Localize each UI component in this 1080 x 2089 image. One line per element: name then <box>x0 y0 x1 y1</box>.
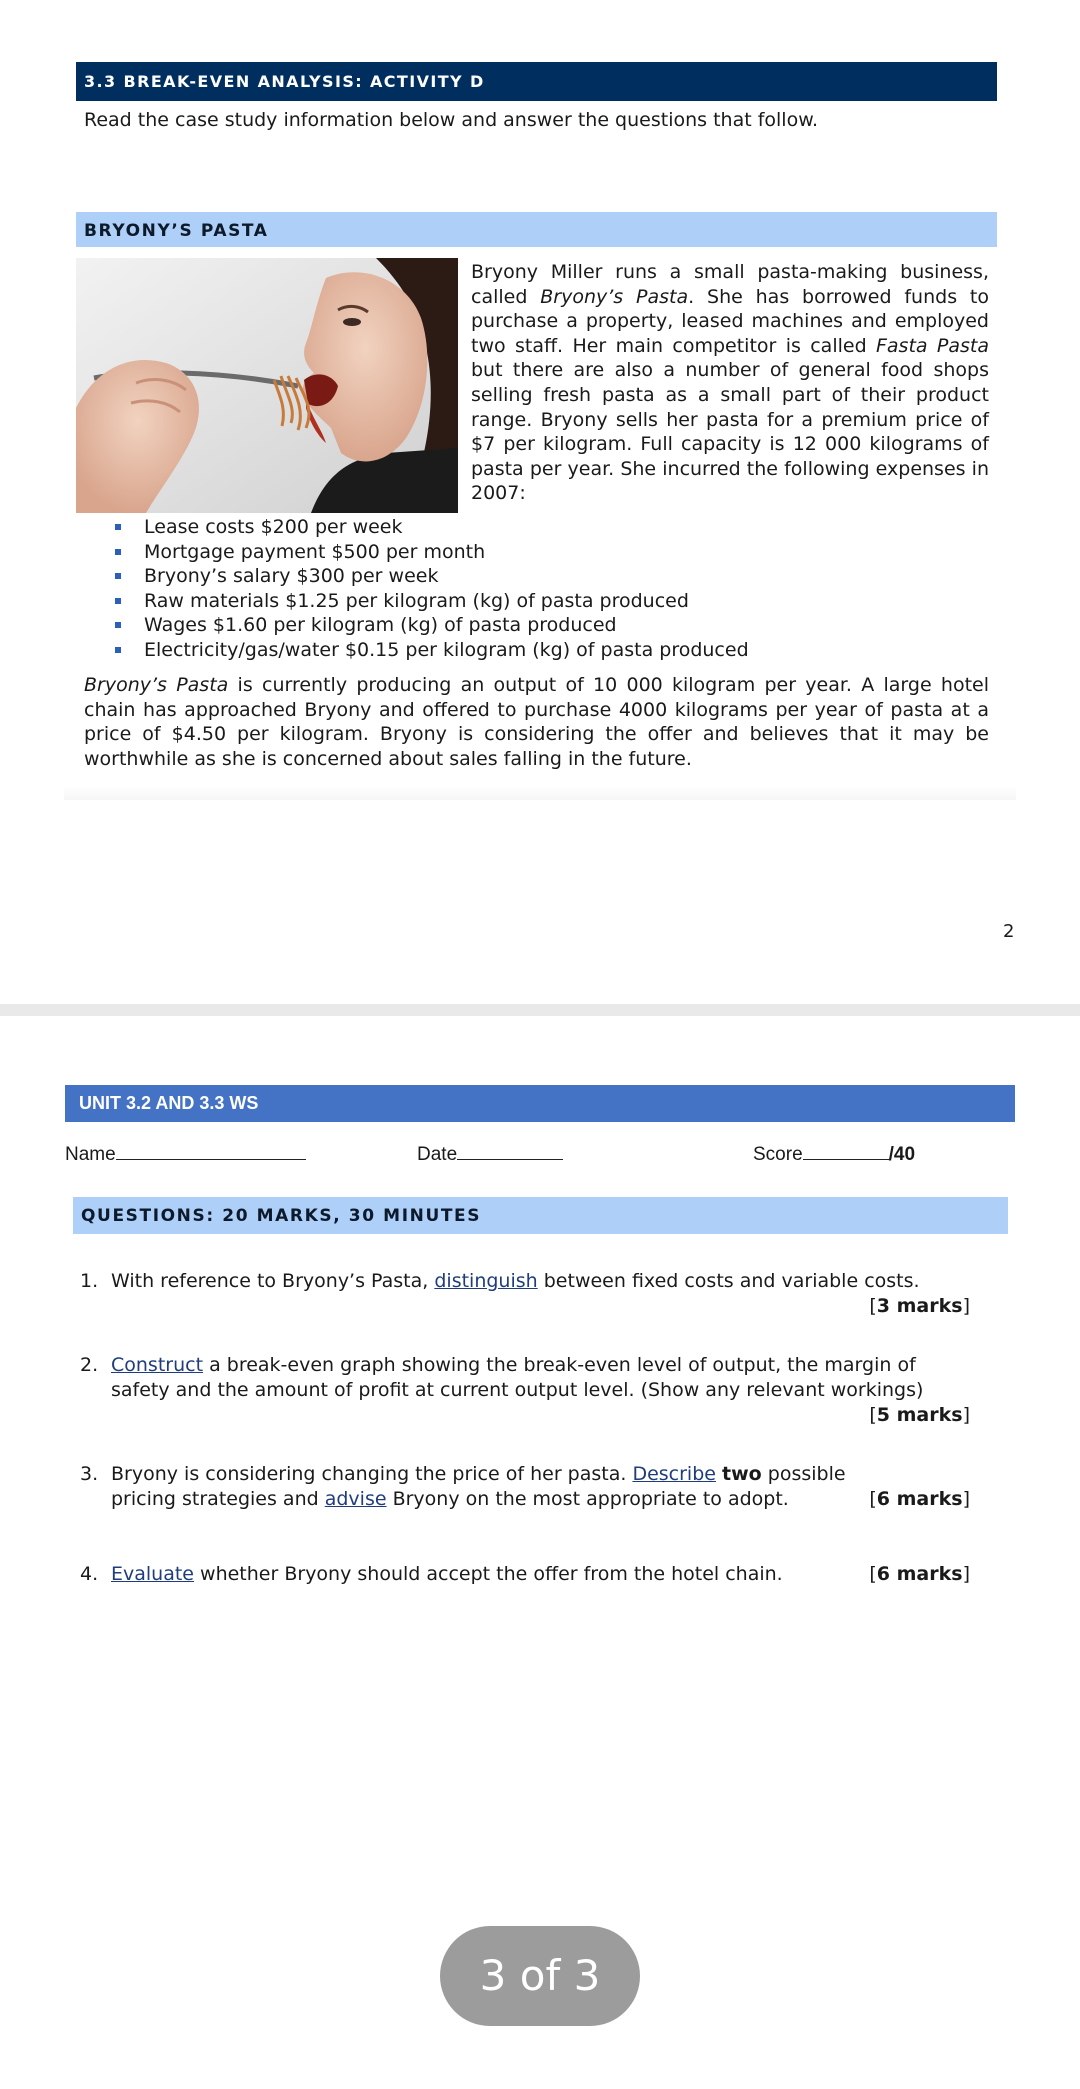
question-3 <box>80 1462 970 1514</box>
date-label: Date <box>417 1144 458 1165</box>
marks-label: [5 marks] <box>869 1404 970 1426</box>
page-shadow <box>64 786 1016 800</box>
question-number: 4. <box>80 1563 99 1585</box>
marks-value: 6 marks <box>876 1563 963 1585</box>
name-field[interactable] <box>65 1144 306 1166</box>
marks-label: [6 marks] <box>869 1488 970 1510</box>
list-item <box>112 564 749 589</box>
bullet-icon <box>115 549 121 555</box>
business-name: Bryony’s Pasta <box>84 674 229 696</box>
questions-header: QUESTIONS: 20 MARKS, 30 MINUTES <box>73 1197 1008 1234</box>
offer-text: is currently producing an output of 10 000 kilogram per year. A large hotel chain has approached Bryony and offered to purchase 4000 kilograms per year of pasta at a price of $4.50 per kilogram. Bryony is considering the offer and believes that it may be worthwhile as she is concerned about sales falling in the future. <box>84 674 989 770</box>
date-field[interactable] <box>417 1144 563 1166</box>
expense-text: Mortgage payment $500 per month <box>144 540 486 563</box>
emphasis-text: two <box>722 1463 762 1485</box>
bullet-icon <box>115 598 121 604</box>
question-text: a break-even graph showing the break-even level of output, the margin of safety and the amount of profit at current output level. (Show any relevant workings) <box>111 1354 924 1401</box>
score-line[interactable] <box>803 1144 889 1160</box>
marks-value: 6 marks <box>876 1488 963 1510</box>
case-study-paragraph <box>471 260 989 506</box>
marks-value: 5 marks <box>876 1404 963 1426</box>
marks-label: [3 marks] <box>869 1295 970 1317</box>
command-term-link[interactable]: distinguish <box>434 1270 538 1292</box>
question-4 <box>80 1562 970 1588</box>
business-name: Bryony’s Pasta <box>540 285 689 308</box>
command-term-link[interactable]: Construct <box>111 1354 204 1376</box>
question-text: whether Bryony should accept the offer from the hotel chain. <box>194 1563 783 1585</box>
expense-text: Wages $1.60 per kilogram (kg) of pasta produced <box>144 614 617 637</box>
command-term-link[interactable]: Describe <box>632 1463 716 1485</box>
question-text: With reference to Bryony’s Pasta, <box>111 1270 435 1292</box>
case-study-title: BRYONY’S PASTA <box>76 212 997 247</box>
list-item <box>112 540 749 565</box>
woman-eating-pasta-image <box>76 258 458 513</box>
case-text-part: Bryony Miller runs a small pasta-making business, called <box>471 261 989 308</box>
bullet-icon <box>115 622 121 628</box>
bullet-icon <box>115 647 121 653</box>
question-1 <box>80 1269 970 1321</box>
question-number: 1. <box>80 1270 99 1292</box>
intro-text: Read the case study information below and answer the questions that follow. <box>84 109 819 131</box>
offer-paragraph <box>84 673 989 771</box>
question-text: Bryony on the most appropriate to adopt. <box>386 1488 789 1510</box>
question-text: possible pricing strategies and <box>111 1463 846 1510</box>
unit-title: UNIT 3.2 AND 3.3 WS <box>65 1085 1015 1122</box>
expense-text: Raw materials $1.25 per kilogram (kg) of pasta produced <box>144 589 689 612</box>
expense-text: Lease costs $200 per week <box>144 516 403 538</box>
competitor-name: Fasta Pasta <box>875 334 989 357</box>
date-line[interactable] <box>457 1144 563 1160</box>
question-text: Bryony is considering changing the price of her pasta. <box>111 1463 633 1485</box>
score-label: Score <box>753 1144 803 1165</box>
marks-label: [6 marks] <box>869 1563 970 1585</box>
name-line[interactable] <box>116 1144 306 1160</box>
list-item <box>112 613 749 638</box>
question-number: 2. <box>80 1354 99 1376</box>
page-indicator: 3 of 3 <box>440 1926 640 2026</box>
name-label: Name <box>65 1144 116 1165</box>
question-text: between fixed costs and variable costs. <box>537 1270 920 1292</box>
list-item <box>112 589 749 614</box>
list-item <box>112 638 749 663</box>
expenses-list <box>112 515 749 663</box>
expense-text: Bryony’s salary $300 per week <box>144 565 439 588</box>
score-field[interactable] <box>753 1144 915 1166</box>
command-term-link[interactable]: advise <box>324 1488 387 1510</box>
page-number: 2 <box>1003 921 1015 942</box>
expense-text: Electricity/gas/water $0.15 per kilogram (kg) of pasta produced <box>144 638 749 661</box>
worksheet-page-2 <box>0 0 1080 1004</box>
bullet-icon <box>115 573 121 579</box>
question-number: 3. <box>80 1463 99 1485</box>
page-separator <box>0 1004 1080 1016</box>
bullet-icon <box>115 524 121 530</box>
activity-header: 3.3 BREAK-EVEN ANALYSIS: ACTIVITY D <box>76 62 997 101</box>
question-2 <box>80 1353 970 1429</box>
marks-value: 3 marks <box>876 1295 963 1317</box>
list-item <box>112 515 749 540</box>
command-term-link[interactable]: Evaluate <box>111 1563 194 1585</box>
case-text-part: but there are also a number of general food shops selling fresh pasta as a small part of their product range. Bryony sells her pasta for a premium price of $7 per kilogram. Full capacity is 12 000 kilograms of pasta per year. She incurred the following expenses in 2007: <box>471 359 989 505</box>
score-total: /40 <box>888 1144 916 1165</box>
case-text-part: . She has borrowed funds to purchase a property, leased machines and employed two staff. Her main competitor is called <box>471 285 990 357</box>
